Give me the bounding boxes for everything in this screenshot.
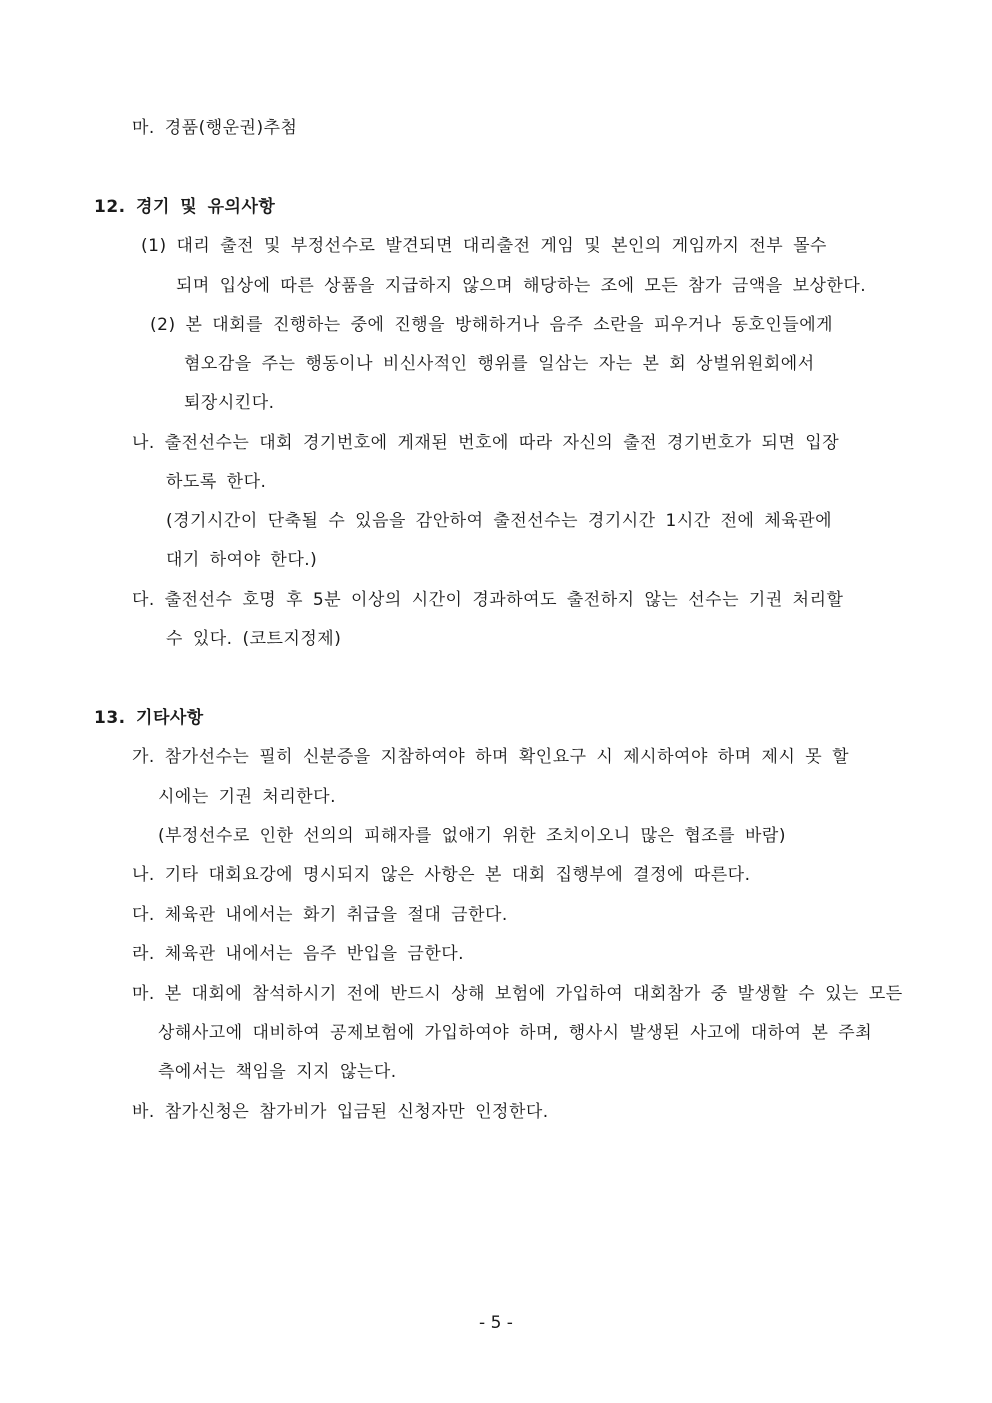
section-13-item-ga-line-3: (부정선수로 인한 선의의 피해자를 없애기 위한 조치이오니 많은 협조를 바람) (158, 826, 786, 846)
section-13-heading: 13. 기타사항 (94, 708, 204, 728)
section-13-item-ra: 라. 체육관 내에서는 음주 반입을 금한다. (132, 944, 465, 964)
section-13-item-ma-line-3: 측에서는 책임을 지지 않는다. (158, 1062, 397, 1082)
section-12-item-da-line-1: 다. 출전선수 호명 후 5분 이상의 시간이 경과하여도 출전하지 않는 선수는 기권 처리할 (132, 590, 844, 610)
section-13-item-ba: 바. 참가신청은 참가비가 입금된 신청자만 인정한다. (132, 1102, 549, 1122)
page-number: - 5 - (479, 1313, 513, 1333)
section-12-item-na-line-4: 대기 하여야 한다.) (166, 550, 318, 570)
section-12-item-2-line-3: 퇴장시킨다. (184, 393, 275, 413)
section-13-item-ma-line-2: 상해사고에 대비하여 공제보험에 가입하여야 하며, 행사시 발생된 사고에 대하여 본 주최 (158, 1023, 873, 1043)
section-12-item-1-line-2: 되며 입상에 따른 상품을 지급하지 않으며 해당하는 조에 모든 참가 금액을 보상한다. (176, 276, 867, 296)
section-12-item-2-line-2: 혐오감을 주는 행동이나 비신사적인 행위를 일삼는 자는 본 회 상벌위원회에서 (184, 354, 815, 374)
section-12-heading: 12. 경기 및 유의사항 (94, 197, 276, 217)
section-13-item-da: 다. 체육관 내에서는 화기 취급을 절대 금한다. (132, 905, 508, 925)
section-12-item-da-line-2: 수 있다. (코트지정제) (166, 629, 342, 649)
section-12-item-2-line-1: (2) 본 대회를 진행하는 중에 진행을 방해하거나 음주 소란을 피우거나 동호인들에게 (150, 315, 834, 335)
section-12-item-1-line-1: (1) 대리 출전 및 부정선수로 발견되면 대리출전 게임 및 본인의 게임까지 전부 몰수 (141, 236, 827, 256)
prize-draw-item: 마. 경품(행운권)추첨 (132, 118, 298, 138)
section-13-item-ga-line-1: 가. 참가선수는 필히 신분증을 지참하여야 하며 확인요구 시 제시하여야 하며 제시 못 할 (132, 747, 850, 767)
section-12-item-na-line-1: 나. 출전선수는 대회 경기번호에 게재된 번호에 따라 자신의 출전 경기번호가 되면 입장 (132, 433, 840, 453)
section-13-item-ga-line-2: 시에는 기권 처리한다. (158, 787, 337, 807)
section-13-item-ma-line-1: 마. 본 대회에 참석하시기 전에 반드시 상해 보험에 가입하여 대회참가 중 발생할 수 있는 모든 (132, 984, 903, 1004)
section-12-item-na-line-2: 하도록 한다. (166, 472, 267, 492)
section-12-item-na-line-3: (경기시간이 단축될 수 있음을 감안하여 출전선수는 경기시간 1시간 전에 체육관에 (166, 511, 833, 531)
section-13-item-na: 나. 기타 대회요강에 명시되지 않은 사항은 본 대회 집행부에 결정에 따른다. (132, 865, 751, 885)
